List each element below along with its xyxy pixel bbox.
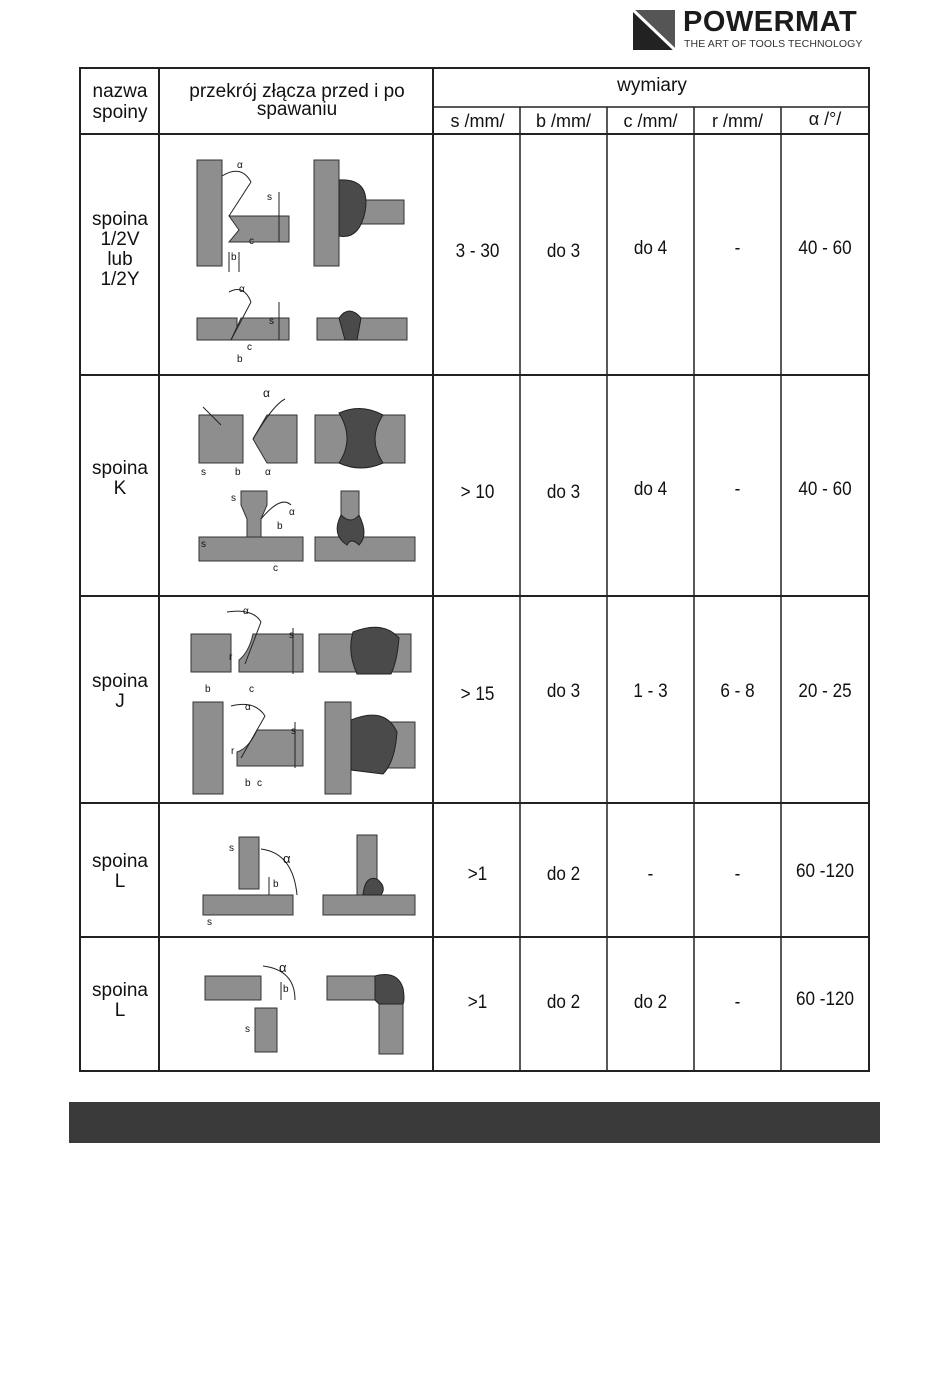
svg-text:s: s — [289, 630, 294, 641]
svg-text:α: α — [289, 507, 295, 518]
row-3-alpha: 20 - 25 — [798, 681, 852, 702]
row-2-name-line1: spoina — [92, 458, 148, 479]
header-dimensions: wymiary — [617, 75, 687, 96]
row-1-name-line3: lub — [107, 249, 133, 270]
row-5-r: - — [734, 992, 741, 1013]
header-section-line1: przekrój złącza przed i po — [189, 81, 405, 102]
half-v-weld-diagram-icon — [189, 152, 419, 367]
row-2-r: - — [734, 479, 741, 500]
row-2-name — [81, 459, 159, 499]
row-3-name — [81, 672, 159, 712]
header-col-alpha: α /°/ — [808, 109, 842, 129]
row-1-b: do 3 — [546, 241, 581, 262]
row-1-name-line4: 1/2Y — [100, 269, 140, 290]
svg-text:s: s — [291, 726, 296, 737]
row-5-alpha: 60 -120 — [795, 989, 854, 1010]
svg-text:α: α — [263, 386, 270, 400]
row-4-name-line2: L — [114, 871, 126, 892]
l-tee-weld-diagram-icon — [197, 827, 417, 932]
svg-text:b: b — [273, 879, 279, 890]
svg-text:c: c — [249, 684, 254, 695]
row-3-name-line1: spoina — [92, 671, 148, 692]
svg-text:s: s — [269, 316, 274, 327]
row-4-b: do 2 — [546, 864, 581, 885]
row-1-s: 3 - 30 — [455, 241, 500, 262]
svg-text:s: s — [201, 539, 206, 550]
svg-text:b: b — [231, 252, 237, 263]
row-4-s: >1 — [467, 864, 488, 885]
brand-tagline: THE ART OF TOOLS TECHNOLOGY — [684, 38, 863, 50]
header-name-line2: spoiny — [92, 102, 148, 123]
l-corner-weld-diagram-icon — [197, 952, 417, 1060]
svg-text:s: s — [229, 843, 234, 854]
row-2-name-line2: K — [113, 478, 127, 499]
footer-bar — [69, 1102, 880, 1143]
header-col-c: c /mm/ — [623, 111, 678, 131]
row-1-r: - — [734, 238, 741, 259]
header-section — [161, 81, 433, 120]
svg-text:b: b — [245, 778, 251, 789]
row-1-name — [81, 210, 159, 290]
svg-text:c: c — [249, 236, 254, 247]
svg-text:b: b — [277, 521, 283, 532]
row-4-alpha: 60 -120 — [795, 861, 854, 882]
k-weld-diagram-icon — [191, 385, 416, 585]
svg-text:c: c — [273, 563, 278, 574]
row-2-alpha: 40 - 60 — [798, 479, 852, 500]
row-3-r: 6 - 8 — [720, 681, 755, 702]
row-5-c: do 2 — [633, 992, 668, 1013]
brand-logo — [633, 6, 883, 54]
header-col-b: b /mm/ — [535, 111, 591, 131]
svg-text:α: α — [283, 851, 291, 866]
weld-dimensions-table — [79, 67, 870, 1072]
svg-text:c: c — [257, 778, 262, 789]
row-1-name-line1: spoina — [92, 209, 148, 230]
row-3-s: > 15 — [460, 684, 495, 705]
row-3-name-line2: J — [115, 691, 125, 712]
row-1-name-line2: 1/2V — [100, 229, 140, 250]
brand-name: POWERMAT — [683, 6, 858, 38]
diagram-label-s: s — [267, 192, 272, 203]
svg-text:r: r — [229, 652, 233, 663]
row-5-name-line1: spoina — [92, 980, 148, 1001]
row-5-s: >1 — [467, 992, 488, 1013]
svg-text:b: b — [235, 467, 241, 478]
svg-text:α: α — [279, 960, 287, 975]
row-1-c: do 4 — [633, 238, 668, 259]
svg-text:s: s — [201, 467, 206, 478]
diagram-label-alpha: α — [237, 160, 243, 171]
powermat-triangle-logo-icon — [633, 10, 675, 50]
row-5-name — [81, 981, 159, 1021]
row-1-alpha: 40 - 60 — [798, 238, 852, 259]
j-weld-diagram-icon — [187, 602, 417, 797]
row-4-name — [81, 852, 159, 892]
svg-text:α: α — [245, 702, 251, 713]
svg-text:b: b — [205, 684, 211, 695]
header-col-r: r /mm/ — [712, 111, 763, 131]
svg-text:α: α — [239, 284, 245, 295]
row-4-r: - — [734, 864, 741, 885]
row-5-b: do 2 — [546, 992, 581, 1013]
svg-text:s: s — [231, 493, 236, 504]
row-2-s: > 10 — [460, 482, 495, 503]
row-3-b: do 3 — [546, 681, 581, 702]
row-3-c: 1 - 3 — [633, 681, 668, 702]
svg-text:α: α — [243, 606, 249, 617]
svg-text:c: c — [247, 342, 252, 353]
svg-text:r: r — [231, 746, 235, 757]
row-4-name-line1: spoina — [92, 851, 148, 872]
header-name-line1: nazwa — [92, 81, 148, 102]
header-name — [81, 81, 159, 123]
header-col-s: s /mm/ — [450, 111, 505, 131]
svg-text:s: s — [207, 917, 212, 928]
svg-text:b: b — [283, 984, 289, 995]
header-section-line2: spawaniu — [256, 99, 338, 120]
row-5-name-line2: L — [114, 1000, 126, 1021]
row-2-c: do 4 — [633, 479, 668, 500]
svg-text:α: α — [265, 467, 271, 478]
svg-text:s: s — [245, 1024, 250, 1035]
svg-text:b: b — [237, 354, 243, 365]
row-2-b: do 3 — [546, 482, 581, 503]
row-4-c: - — [647, 864, 654, 885]
